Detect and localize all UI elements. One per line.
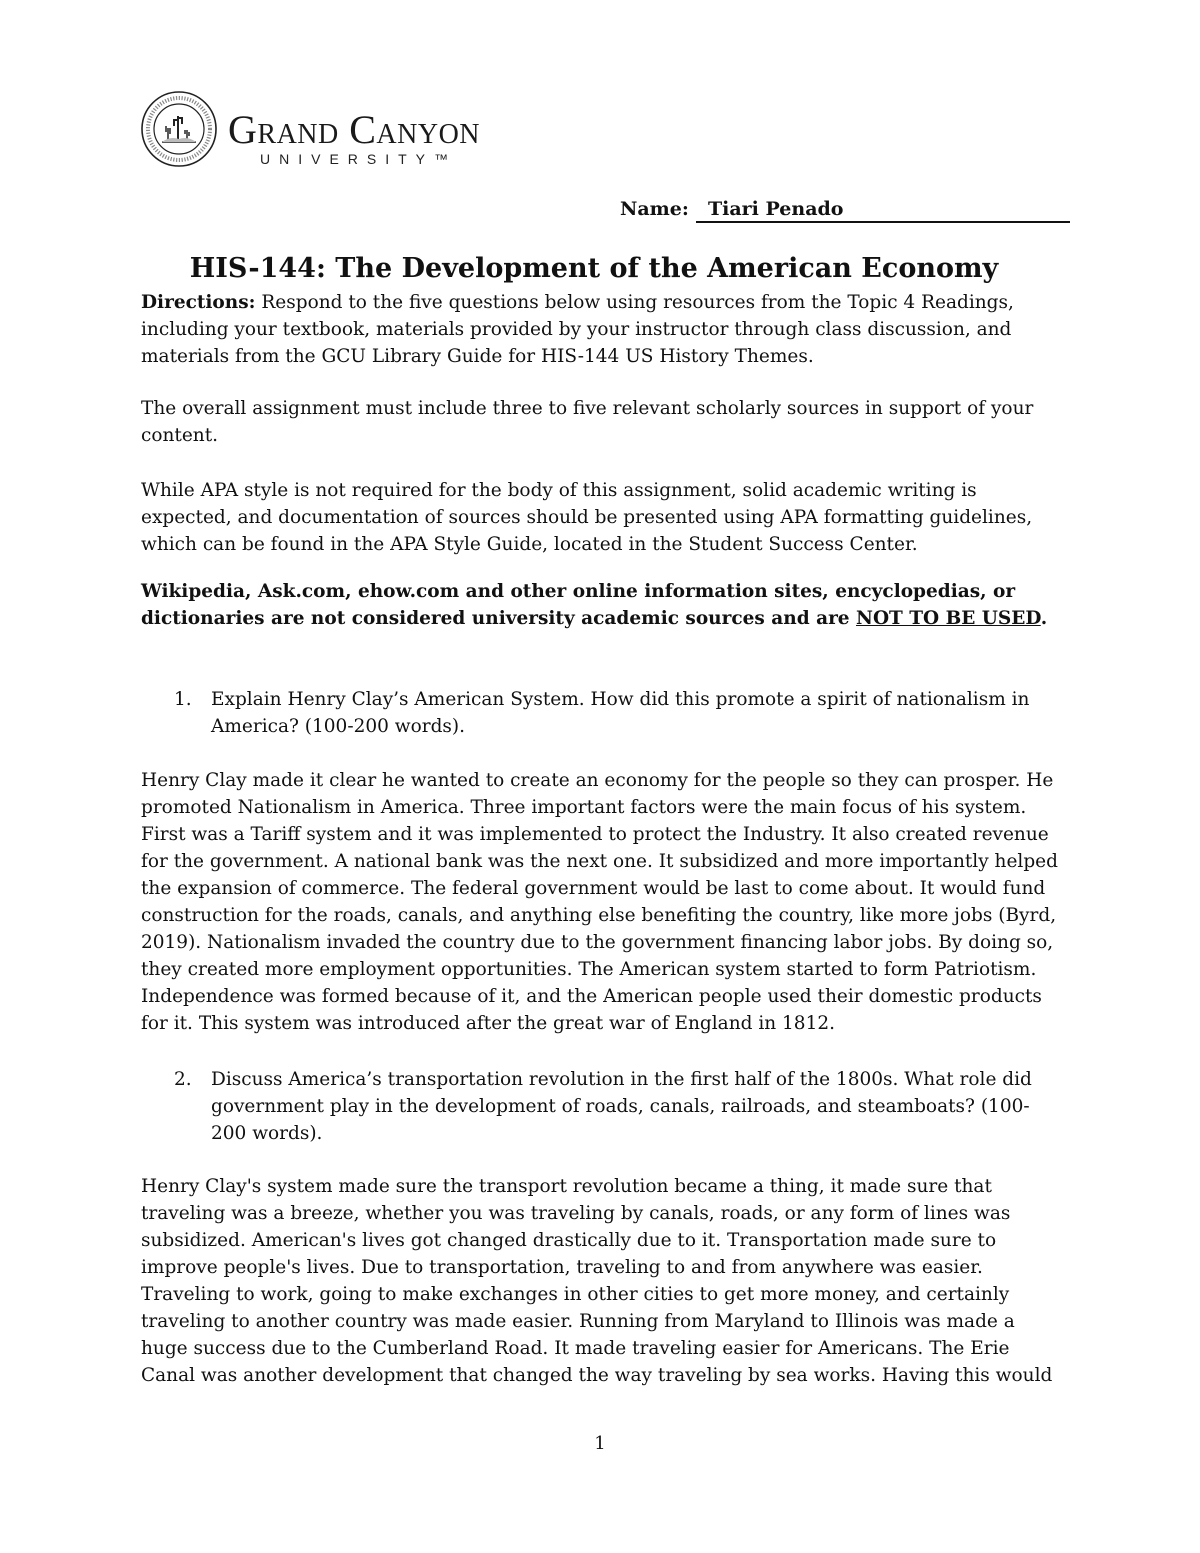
answer-text: Henry Clay's system made sure the transport revolution became a thing, it made sure that traveling was a breeze, whether you was traveling by canals, roads, or any form of lines was subsidized. American's lives got changed drastically due to it. Transportation made sure to improve people's lives. Due to transportation, traveling to and from anywhere was easier. Traveling to work, going to make exchanges in other cities to get more money, and certainly traveling to another country was made easier. Running from Maryland to Illinois was made a huge success due to the Cumberland Road. It made traveling easier for Americans. The Erie Canal was another development that changed the way traveling by sea works. Having this would — [141, 1176, 1053, 1386]
warning-end: . — [1040, 608, 1048, 629]
warning-underline: NOT TO BE USED — [856, 608, 1041, 629]
question-text: Discuss America’s transportation revolution in the first half of the 1800s. What role did government play in the development of roads, canals, railroads, and steamboats? (100-200 words). — [211, 1069, 1032, 1144]
answer-1 — [141, 767, 1061, 1037]
sources-paragraph — [141, 395, 1061, 449]
name-value: Tiari Penado — [708, 198, 844, 220]
warning-paragraph — [141, 578, 1061, 632]
question-text: Explain Henry Clay’s American System. How did this promote a spirit of nationalism in America? (100-200 words). — [211, 689, 1030, 737]
answer-2 — [141, 1173, 1061, 1389]
directions-paragraph — [141, 289, 1061, 370]
sources-text: The overall assignment must include three to five relevant scholarly sources in support of your content. — [141, 398, 1034, 446]
logo-subtitle: UNIVERSITY™ — [260, 151, 458, 167]
question-1 — [141, 686, 1061, 740]
apa-paragraph — [141, 477, 1061, 558]
name-label: Name: — [620, 198, 689, 220]
name-underline — [696, 197, 1070, 223]
question-2 — [141, 1066, 1061, 1147]
page-number: 1 — [594, 1433, 606, 1454]
university-seal-icon — [140, 90, 218, 168]
name-field — [620, 197, 1070, 225]
university-logo — [140, 90, 500, 170]
warning-text: Wikipedia, Ask.com, ehow.com and other online information sites, encyclopedias, or dictionaries are not considered university academic sources and are — [141, 581, 1016, 629]
question-number: 2. — [174, 1069, 192, 1090]
directions-text: Respond to the five questions below using resources from the Topic 4 Readings, including your textbook, materials provided by your instructor through class discussion, and materials from the GCU Library Guide for HIS-144 US History Themes. — [141, 292, 1014, 367]
question-number: 1. — [174, 689, 192, 710]
answer-text: Henry Clay made it clear he wanted to create an economy for the people so they can prosper. He promoted Nationalism in America. Three important factors were the main focus of his system. First was a Tariff system and it was implemented to protect the Industry. It also created revenue for the government. A national bank was the next one. It subsidized and more importantly helped the expansion of commerce. The federal government would be last to come about. It would fund construction for the roads, canals, and anything else benefiting the country, like more jobs (Byrd, 2019). Nationalism invaded the country due to the government financing labor jobs. By doing so, they created more employment opportunities. The American system started to form Patriotism. Independence was formed because of it, and the American people used their domestic products for it. This system was introduced after the great war of England in 1812. — [141, 770, 1058, 1034]
document-title: HIS-144: The Development of the American Economy — [189, 253, 999, 284]
apa-text: While APA style is not required for the body of this assignment, solid academic writing is expected, and documentation of sources should be presented using APA formatting guidelines, which can be found in the APA Style Guide, located in the Student Success Center. — [141, 480, 1033, 555]
directions-label: Directions: — [141, 292, 256, 313]
logo-wordmark: Grand Canyon — [228, 107, 481, 152]
